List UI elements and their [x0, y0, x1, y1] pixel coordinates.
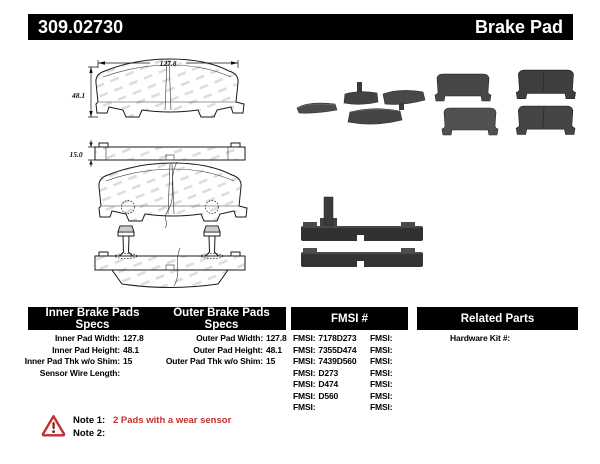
fmsi-row	[293, 345, 356, 357]
fmsi-value: D273	[318, 367, 339, 378]
pad-edge-view	[95, 143, 245, 160]
spec-label: Outer Pad Thk w/o Shim:	[165, 356, 263, 366]
related-header-bar	[417, 307, 578, 330]
note2-label: Note 2:	[73, 428, 106, 439]
spec-label: Sensor Wire Length:	[39, 367, 120, 378]
fmsi-label: FMSI:	[293, 402, 316, 412]
fmsi-row	[370, 391, 395, 403]
inner-specs-column	[24, 333, 144, 379]
fmsi-row	[293, 402, 356, 414]
dim-thickness	[69, 140, 96, 167]
spec-label: Outer Pad Width:	[196, 333, 263, 343]
fmsi-row	[370, 333, 395, 345]
pad-front-view-sensor	[99, 162, 247, 228]
spec-value: 127.8	[123, 333, 144, 343]
fmsi-value: 7439D560	[318, 356, 357, 366]
fmsi-label: FMSI:	[293, 356, 316, 366]
spec-value: 127.8	[266, 333, 287, 343]
spec-row	[156, 356, 287, 368]
hardware-kit-photo	[295, 80, 430, 140]
fmsi-column-2	[370, 333, 395, 414]
brake-pads-photo	[428, 64, 593, 142]
note1-text: 2 Pads with a wear sensor	[113, 415, 232, 426]
spec-value: 15	[123, 356, 133, 366]
spec-label: Inner Pad Thk w/o Shim:	[24, 356, 120, 366]
specs-header-bar	[28, 307, 286, 330]
spec-value: 15	[266, 356, 276, 366]
spec-row	[24, 345, 144, 357]
fmsi-label: FMSI:	[293, 333, 316, 343]
note-row-1	[73, 414, 231, 427]
fmsi-label: FMSI:	[370, 333, 393, 343]
spec-label: Outer Pad Height:	[193, 344, 263, 355]
outer-specs-header: Outer Brake Pads Specs	[173, 306, 270, 331]
fmsi-row	[293, 333, 356, 345]
spec-label: Inner Pad Width:	[54, 333, 120, 343]
related-parts-column	[450, 333, 513, 345]
spec-row	[156, 345, 287, 357]
note-row-2	[73, 427, 231, 440]
fmsi-label: FMSI:	[370, 367, 393, 378]
fmsi-label: FMSI:	[370, 402, 393, 412]
fmsi-row	[370, 379, 395, 391]
fmsi-header: FMSI #	[330, 312, 369, 325]
fmsi-label: FMSI:	[370, 356, 393, 366]
dim-thickness-label: 15.0	[69, 150, 83, 159]
note1-label: Note 1:	[73, 415, 106, 426]
spec-row	[24, 356, 144, 368]
spec-row	[24, 333, 144, 345]
fmsi-header-bar	[291, 307, 408, 330]
spec-row	[156, 333, 287, 345]
outer-specs-column	[156, 333, 287, 368]
fmsi-row	[370, 368, 395, 380]
fmsi-row	[293, 368, 356, 380]
fmsi-column-1	[293, 333, 356, 414]
fmsi-row	[293, 379, 356, 391]
inner-specs-header: Inner Brake Pads Specs	[45, 306, 140, 331]
fmsi-row	[370, 402, 395, 414]
dim-height-label: 48.1	[71, 91, 86, 100]
title-bar	[28, 14, 573, 40]
fmsi-value: 7178D273	[318, 333, 357, 343]
related-row	[450, 333, 513, 345]
fmsi-row	[293, 391, 356, 403]
fmsi-label: FMSI:	[370, 390, 393, 401]
spec-value: 48.1	[123, 344, 139, 355]
fmsi-row	[293, 356, 356, 368]
related-label: Hardware Kit #:	[450, 333, 511, 343]
fmsi-label: FMSI:	[293, 379, 316, 389]
fmsi-value: D560	[318, 390, 339, 401]
fmsi-label: FMSI:	[370, 344, 393, 355]
related-parts-header: Related Parts	[460, 312, 535, 325]
fmsi-label: FMSI:	[293, 390, 316, 401]
product-name: Brake Pad	[474, 16, 563, 37]
dim-width-label: 127.8	[159, 59, 177, 68]
fmsi-label: FMSI:	[293, 367, 316, 378]
dim-height	[68, 67, 98, 117]
part-number: 309.02730	[38, 16, 124, 37]
warning-triangle-icon	[41, 414, 66, 437]
fmsi-label: FMSI:	[293, 344, 316, 355]
spec-row	[24, 368, 144, 380]
fmsi-row	[370, 345, 395, 357]
fmsi-label: FMSI:	[370, 379, 393, 389]
pad-edge-view-pins	[95, 226, 245, 288]
notes-section	[73, 414, 231, 440]
spec-label: Inner Pad Height:	[52, 344, 120, 355]
fmsi-value: 7355D474	[318, 344, 357, 355]
fmsi-row	[370, 356, 395, 368]
technical-drawing	[62, 52, 257, 302]
pad-edge-photo	[295, 190, 430, 275]
fmsi-value: D474	[318, 379, 339, 389]
spec-value: 48.1	[266, 344, 282, 355]
